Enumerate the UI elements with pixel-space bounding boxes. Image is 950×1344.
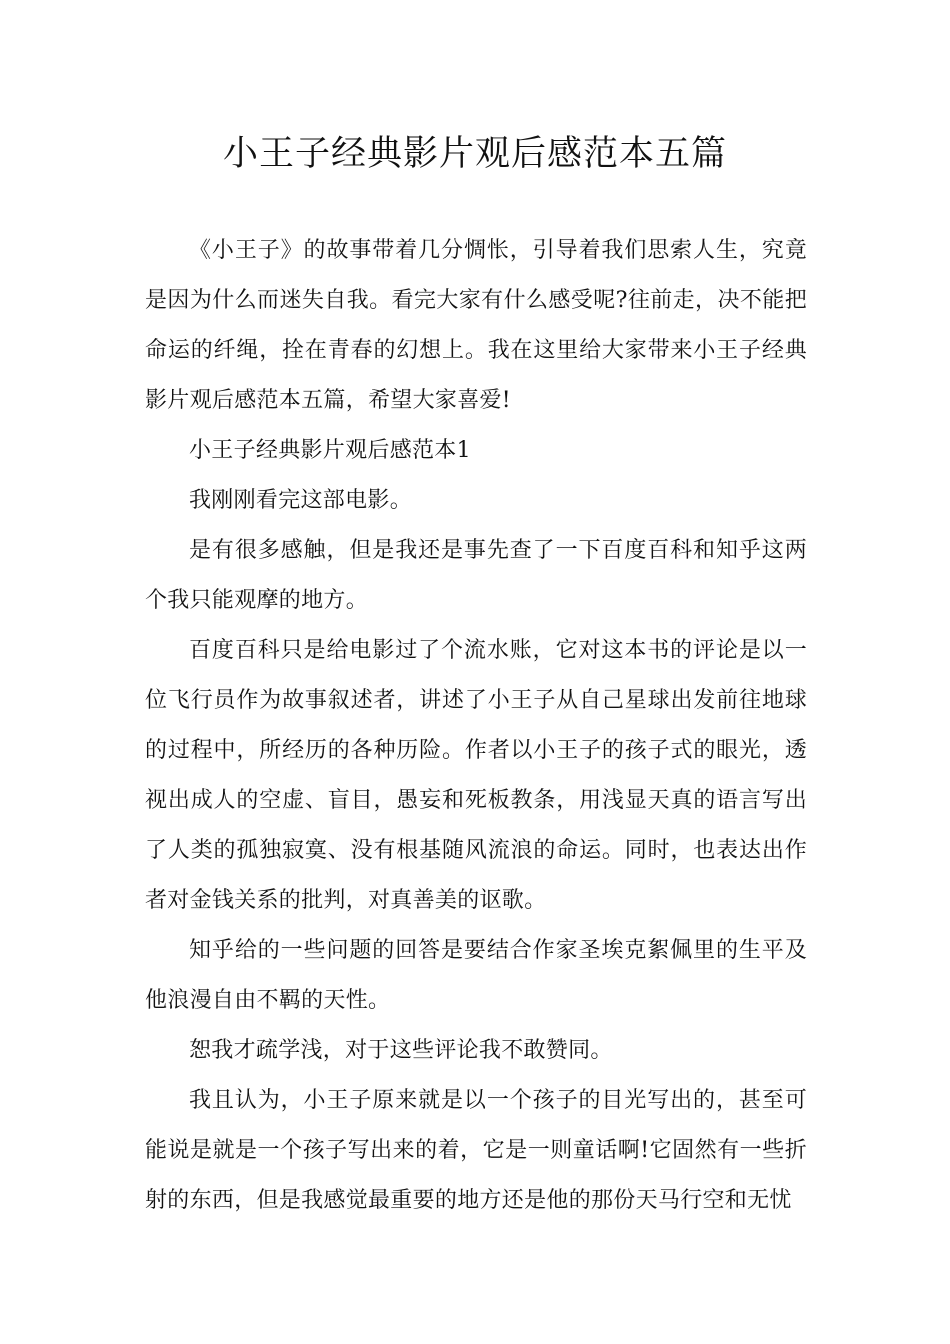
- paragraph-intro: 《小王子》的故事带着几分惆怅，引导着我们思索人生，究竟是因为什么而迷失自我。看完大家有什么感受呢?往前走，决不能把命运的纤绳，拴在青春的幻想上。我在这里给大家带来小王子经典影片观后感范本五篇，希望大家喜爱!: [145, 238, 807, 413]
- document-body: [145, 226, 807, 1226]
- paragraph: 我刚刚看完这部电影。: [189, 488, 413, 513]
- paragraph: 是有很多感触，但是我还是事先查了一下百度百科和知乎这两个我只能观摩的地方。: [145, 538, 807, 613]
- paragraph: 知乎给的一些问题的回答是要结合作家圣埃克絮佩里的生平及他浪漫自由不羁的天性。: [145, 938, 807, 1013]
- paragraph: 我且认为，小王子原来就是以一个孩子的目光写出的，甚至可能说是就是一个孩子写出来的着，它是一则童话啊!它固然有一些折射的东西，但是我感觉最重要的地方还是他的那份天马行空和无忧: [145, 1088, 807, 1213]
- section-heading-1: 小王子经典影片观后感范本1: [189, 438, 471, 463]
- paragraph: 百度百科只是给电影过了个流水账，它对这本书的评论是以一位飞行员作为故事叙述者，讲述了小王子从自己星球出发前往地球的过程中，所经历的各种历险。作者以小王子的孩子式的眼光，透视出成人的空虚、盲目，愚妄和死板教条，用浅显天真的语言写出了人类的孤独寂寞、没有根基随风流浪的命运。同时，也表达出作者对金钱关系的批判，对真善美的讴歌。: [145, 638, 807, 913]
- paragraph: 恕我才疏学浅，对于这些评论我不敢赞同。: [189, 1038, 613, 1063]
- page-title: 小王子经典影片观后感范本五篇: [222, 134, 727, 174]
